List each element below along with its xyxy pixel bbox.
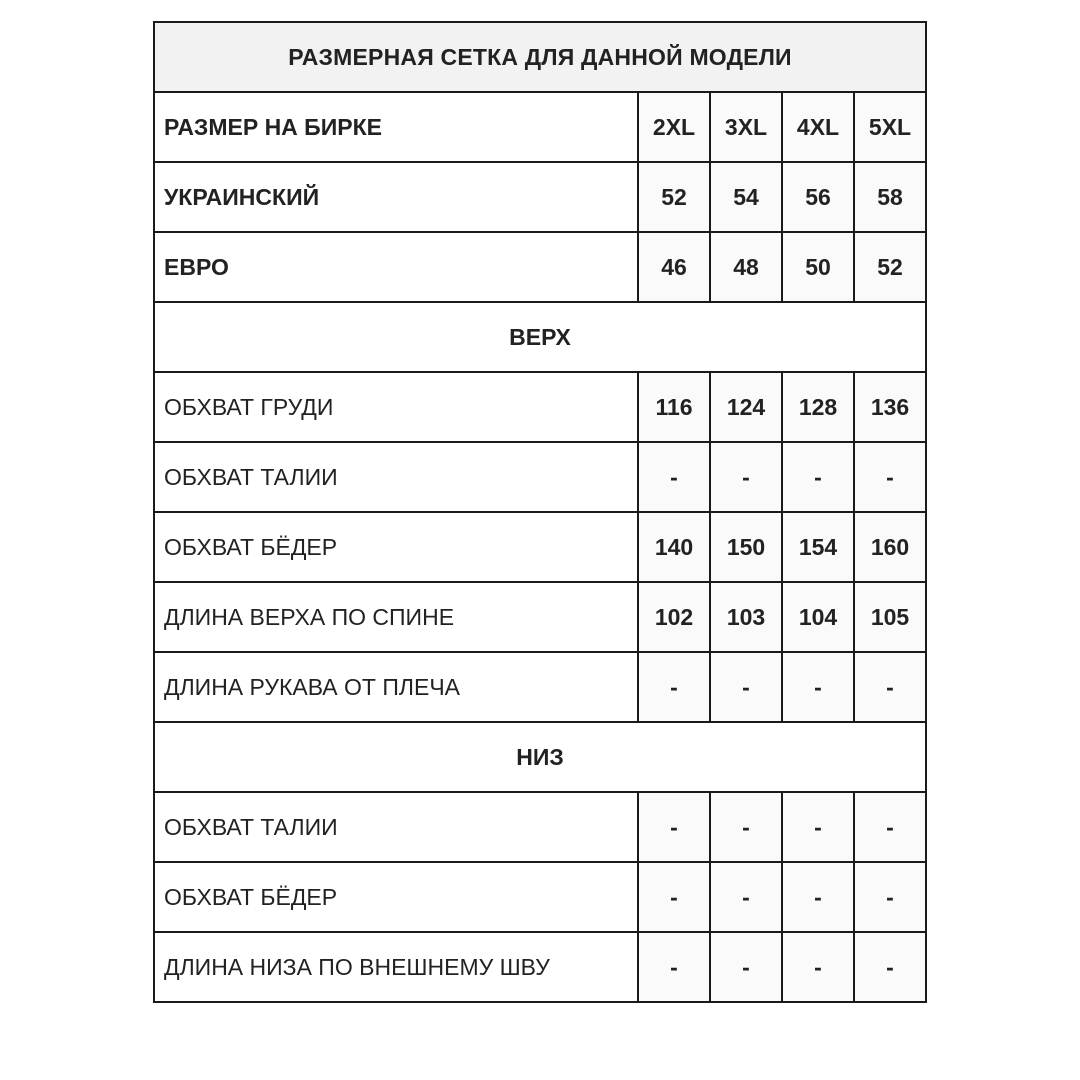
measurement-cell: 104 bbox=[782, 582, 854, 652]
euro-size-row bbox=[154, 232, 926, 302]
section-title-bottom: НИЗ bbox=[154, 722, 926, 792]
measurement-cell: 154 bbox=[782, 512, 854, 582]
size-cell: 58 bbox=[854, 162, 926, 232]
row-label: ДЛИНА ВЕРХА ПО СПИНЕ bbox=[154, 582, 638, 652]
table-row bbox=[154, 442, 926, 512]
size-cell: 3XL bbox=[710, 92, 782, 162]
section-header-bottom bbox=[154, 722, 926, 792]
section-header-top bbox=[154, 302, 926, 372]
row-label: ЕВРО bbox=[154, 232, 638, 302]
measurement-cell: 136 bbox=[854, 372, 926, 442]
measurement-cell: 150 bbox=[710, 512, 782, 582]
measurement-cell: 140 bbox=[638, 512, 710, 582]
measurement-cell: - bbox=[710, 652, 782, 722]
table-row bbox=[154, 932, 926, 1002]
size-cell: 4XL bbox=[782, 92, 854, 162]
measurement-cell: 116 bbox=[638, 372, 710, 442]
table-row bbox=[154, 862, 926, 932]
table-row bbox=[154, 652, 926, 722]
measurement-cell: - bbox=[638, 932, 710, 1002]
table-row bbox=[154, 582, 926, 652]
table-row bbox=[154, 512, 926, 582]
row-label: ДЛИНА РУКАВА ОТ ПЛЕЧА bbox=[154, 652, 638, 722]
measurement-cell: - bbox=[638, 652, 710, 722]
size-cell: 5XL bbox=[854, 92, 926, 162]
measurement-cell: - bbox=[638, 862, 710, 932]
measurement-cell: - bbox=[854, 862, 926, 932]
size-cell: 54 bbox=[710, 162, 782, 232]
measurement-cell: - bbox=[638, 792, 710, 862]
size-cell: 52 bbox=[638, 162, 710, 232]
size-cell: 52 bbox=[854, 232, 926, 302]
table-title-row bbox=[154, 22, 926, 92]
measurement-cell: - bbox=[710, 932, 782, 1002]
size-cell: 48 bbox=[710, 232, 782, 302]
measurement-cell: 128 bbox=[782, 372, 854, 442]
row-label: РАЗМЕР НА БИРКЕ bbox=[154, 92, 638, 162]
measurement-cell: - bbox=[782, 862, 854, 932]
measurement-cell: - bbox=[710, 792, 782, 862]
measurement-cell: - bbox=[782, 792, 854, 862]
measurement-cell: - bbox=[638, 442, 710, 512]
measurement-cell: - bbox=[782, 932, 854, 1002]
size-cell: 46 bbox=[638, 232, 710, 302]
row-label: УКРАИНСКИЙ bbox=[154, 162, 638, 232]
table-row bbox=[154, 372, 926, 442]
measurement-cell: - bbox=[782, 652, 854, 722]
section-title-top: ВЕРХ bbox=[154, 302, 926, 372]
row-label: ОБХВАТ ГРУДИ bbox=[154, 372, 638, 442]
size-cell: 2XL bbox=[638, 92, 710, 162]
measurement-cell: 102 bbox=[638, 582, 710, 652]
row-label: ОБХВАТ ТАЛИИ bbox=[154, 442, 638, 512]
size-cell: 56 bbox=[782, 162, 854, 232]
measurement-cell: - bbox=[782, 442, 854, 512]
size-chart-table bbox=[153, 21, 927, 1003]
measurement-cell: - bbox=[710, 862, 782, 932]
measurement-cell: 105 bbox=[854, 582, 926, 652]
measurement-cell: 103 bbox=[710, 582, 782, 652]
table-title: РАЗМЕРНАЯ СЕТКА ДЛЯ ДАННОЙ МОДЕЛИ bbox=[154, 22, 926, 92]
measurement-cell: - bbox=[854, 932, 926, 1002]
measurement-cell: 124 bbox=[710, 372, 782, 442]
row-label: ДЛИНА НИЗА ПО ВНЕШНЕМУ ШВУ bbox=[154, 932, 638, 1002]
row-label: ОБХВАТ ТАЛИИ bbox=[154, 792, 638, 862]
row-label: ОБХВАТ БЁДЕР bbox=[154, 862, 638, 932]
size-label-row bbox=[154, 92, 926, 162]
measurement-cell: - bbox=[854, 442, 926, 512]
measurement-cell: - bbox=[854, 792, 926, 862]
size-cell: 50 bbox=[782, 232, 854, 302]
row-label: ОБХВАТ БЁДЕР bbox=[154, 512, 638, 582]
measurement-cell: - bbox=[710, 442, 782, 512]
ukrainian-size-row bbox=[154, 162, 926, 232]
measurement-cell: - bbox=[854, 652, 926, 722]
table-row bbox=[154, 792, 926, 862]
measurement-cell: 160 bbox=[854, 512, 926, 582]
